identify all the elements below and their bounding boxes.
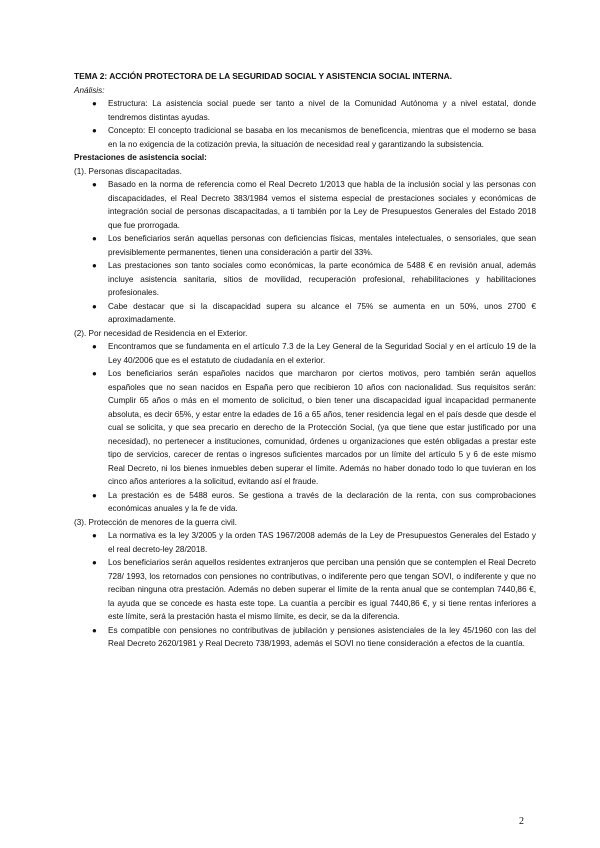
section-list-discapacitadas xyxy=(74,178,536,327)
document-body xyxy=(74,70,536,651)
list-item-text: Las prestaciones son tanto sociales como económicas, la parte económica de 5488 € en revisión anual, además incluye asistencia sanitaria, sitios de movilidad, recuperación profesional, rehabilitaciones y habilitaciones profesionales. xyxy=(108,261,536,297)
list-item-text: Los beneficiarios serán españoles nacidos que marcharon por ciertos motivos, pero también serán aquellos españoles que no sean nacidos en España pero que recibieron 10 años con nacionalidad. Sus requisitos serán: Cumplir 65 años o más en el momento de solicitud, o bien tener una discapacidad igual incapacidad permanente absoluta, es decir 65%, y estar entre la edades de 16 a 65 años, tener residencia legal en el país desde que desde el cual se solicita, y que sea precario en derecho de la Protección Social, (ya que tiene que estar justificado por una necesidad), no pertenecer a instituciones, comunidad, órdenes u organizaciones que estén obligadas a prestar este tipo de servicios, carecer de rentas o ingresos suficientes marcados por un límite del artículo 5 y 6 de este mismo Real Decreto, ni los bienes inmuebles deben superar el límite. Además no haber donado todo lo que tuvieran en los cinco años anteriores a la solicitud, evitando así el fraude. xyxy=(108,369,536,486)
list-item-text: La normativa es la ley 3/2005 y la orden TAS 1967/2008 además de la Ley de Presupuestos Generales del Estado y el real decreto-ley 28/2018. xyxy=(108,531,536,554)
list-item xyxy=(74,97,536,124)
bullet-icon: ● xyxy=(92,99,97,108)
document-title: TEMA 2: ACCIÓN PROTECTORA DE LA SEGURIDAD SOCIAL Y ASISTENCIA SOCIAL INTERNA. xyxy=(74,71,452,81)
bullet-icon: ● xyxy=(92,369,97,378)
bullet-icon: ● xyxy=(92,490,97,500)
bullet-icon: ● xyxy=(92,180,97,189)
list-item-text: Es compatible con pensiones no contributivas de jubilación y pensiones asistenciales de la ley 45/1960 con las del Real Decreto 2620/1981 y Real Decreto 738/1993, además el SOVI no tiene consideración a efectos de la cuantía. xyxy=(108,625,536,648)
bullet-icon: ● xyxy=(92,261,97,270)
bullet-icon: ● xyxy=(92,531,97,540)
bullet-icon: ● xyxy=(92,301,97,311)
list-item xyxy=(74,529,536,556)
bullet-icon: ● xyxy=(92,625,97,635)
bullet-icon: ● xyxy=(92,126,97,135)
section-heading-guerra-civil: (3). Protección de menores de la guerra civil. xyxy=(74,517,237,527)
list-item-text: Concepto: El concepto tradicional se basaba en los mecanismos de beneficencia, mientras que el moderno se basa en la no exigencia de la cotización previa, la situación de necesidad real y garantizando la subsistencia. xyxy=(108,126,536,149)
bullet-icon: ● xyxy=(92,234,97,243)
analisis-list xyxy=(74,97,536,151)
list-item-text: Los beneficiarios serán aquellas personas con deficiencias físicas, mentales intelectuales, o sensoriales, que sean previsiblemente permanentes, tienen una consideración a partir del 33%. xyxy=(108,234,536,257)
list-item xyxy=(74,232,536,259)
prestaciones-heading: Prestaciones de asistencia social: xyxy=(74,153,207,162)
list-item xyxy=(74,340,536,367)
list-item-text: Encontramos que se fundamenta en el artículo 7.3 de la Ley General de la Seguridad Social y en el artículo 19 de la Ley 40/2006 que es el estatuto de ciudadanía en el exterior. xyxy=(108,342,536,365)
list-item-text: Estructura: La asistencia social puede ser tanto a nivel de la Comunidad Autónoma y a nivel estatal, donde tendremos distintas ayudas. xyxy=(108,99,536,122)
section-heading-exterior: (2). Por necesidad de Residencia en el Exterior. xyxy=(74,328,248,338)
list-item xyxy=(74,489,536,516)
list-item xyxy=(74,259,536,300)
page-number: 2 xyxy=(519,816,524,827)
list-item-text: Cabe destacar que si la discapacidad supera su alcance el 75% se aumenta en un 50%, unos 2700 € aproximadamente. xyxy=(108,301,536,324)
analisis-label: Análisis: xyxy=(74,85,105,95)
list-item xyxy=(74,367,536,489)
list-item xyxy=(74,124,536,151)
list-item xyxy=(74,178,536,232)
section-list-guerra-civil xyxy=(74,529,536,651)
section-list-exterior xyxy=(74,340,536,516)
bullet-icon: ● xyxy=(92,342,97,351)
list-item xyxy=(74,300,536,327)
list-item-text: La prestación es de 5488 euros. Se gestiona a través de la declaración de la renta, con sus comprobaciones económicas anuales y la fe de vida. xyxy=(108,490,536,513)
list-item-text: Los beneficiarios serán aquellos residentes extranjeros que perciban una pensión que se contemplen el Real Decreto 728/ 1993, los retornados con pensiones no contributivas, o indiferente pero que tengan SOVI, o indiferente y que no reciban ninguna otra prestación. Además no deben superar el límite de la renta anual que se contemplan 7440,86 €, la ayuda que se concede es hasta este tope. La cuantía a percibir es igual 7440,86 €, y si tiene rentas inferiores a este límite, será la prestación hasta el mismo límite, es decir, se da la diferencia. xyxy=(108,558,536,621)
list-item xyxy=(74,556,536,624)
section-heading-discapacitadas: (1). Personas discapacitadas. xyxy=(74,166,182,176)
list-item xyxy=(74,624,536,651)
list-item-text: Basado en la norma de referencia como el Real Decreto 1/2013 que habla de la inclusión social y las personas con discapacidades, el Real Decreto 383/1984 vemos el sistema especial de prestaciones sociales y económicas de integración social de personas discapacitadas, a ti también por la Ley de Presupuestos Generales del Estado 2018 que fue prorrogada. xyxy=(108,180,536,230)
bullet-icon: ● xyxy=(92,558,97,567)
